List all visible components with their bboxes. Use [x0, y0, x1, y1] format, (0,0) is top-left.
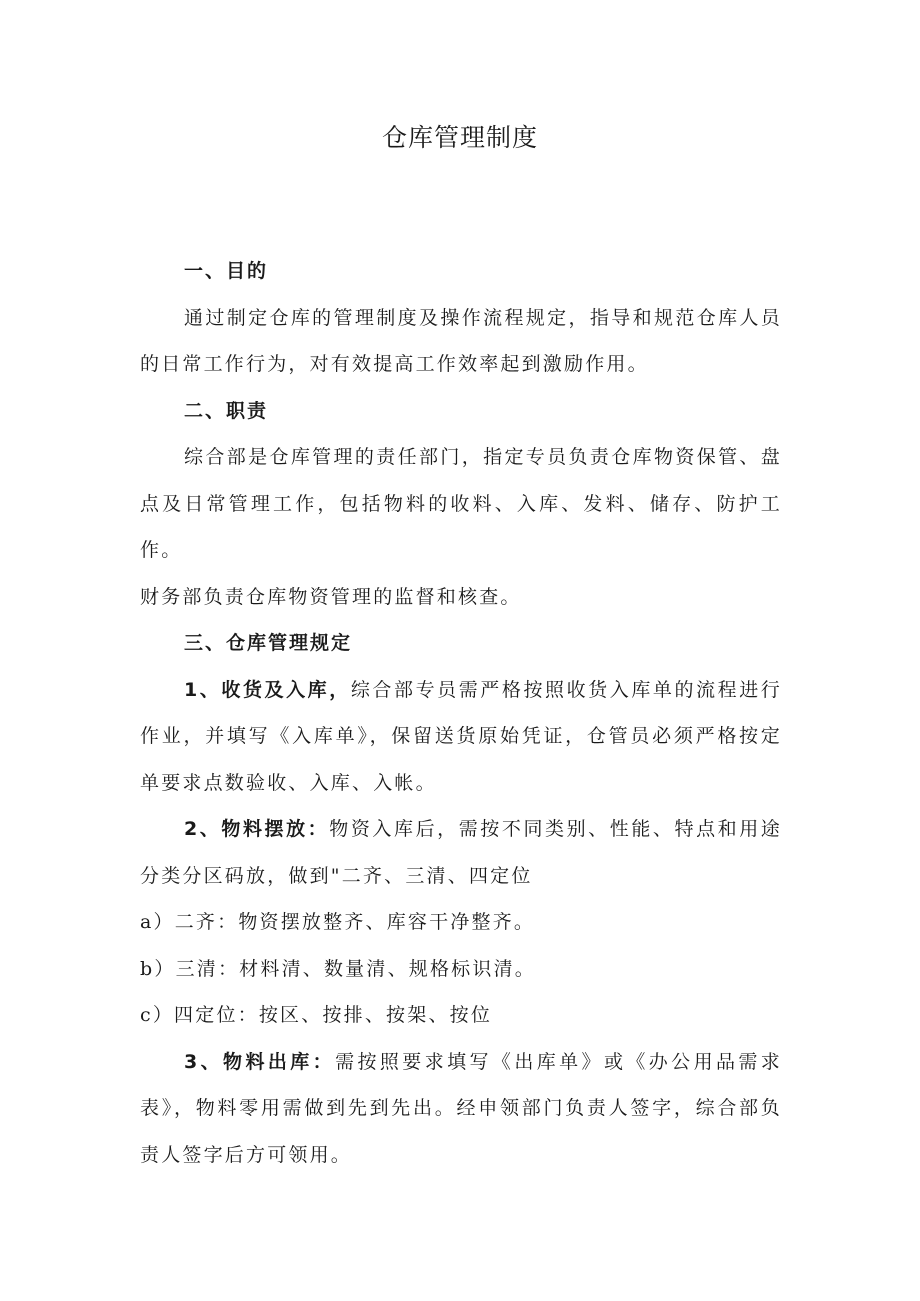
placement-sub-item: a）二齐：物资摆放整齐、库容干净整齐。 — [140, 911, 536, 933]
regulation-item-label: 3、物料出库： — [184, 1050, 336, 1073]
placement-sub-item: b）三清：材料清、数量清、规格标识清。 — [140, 957, 536, 980]
regulation-item-receiving — [140, 667, 782, 807]
regulation-item-text: 物资入库后，需按不同类别、性能、特点和用途分类分区码放，做到"二齐、三清、四定位 — [140, 818, 783, 887]
section-body-responsibilities-2: 财务部负责仓库物资管理的监督和核查。 — [140, 585, 522, 608]
regulation-item-outbound — [140, 1039, 782, 1179]
section-heading-responsibilities: 二、职责 — [184, 399, 269, 422]
section-body-purpose: 通过制定仓库的管理制度及操作流程规定，指导和规范仓库人员的日常工作行为，对有效提高工作效率起到激励作用。 — [140, 306, 782, 375]
document-body — [140, 248, 782, 1178]
section-heading-purpose: 一、目的 — [184, 260, 269, 282]
document-title: 仓库管理制度 — [381, 123, 538, 152]
regulation-item-text: 综合部专员需严格按照收货入库单的流程进行作业，并填写《入库单》，保留送货原始凭证，仓管员必须严格按定单要求点数验收、入库、入帐。 — [140, 678, 782, 794]
regulation-item-label: 1、收货及入库， — [184, 678, 351, 701]
regulation-item-text: 需按照要求填写《出库单》或《办公用品需求表》，物料零用需做到先到先出。经申领部门负责人签字，综合部负责人签字后方可领用。 — [140, 1050, 782, 1166]
regulation-item-placement — [140, 806, 782, 899]
section-body-responsibilities-1: 综合部是仓库管理的责任部门，指定专员负责仓库物资保管、盘点及日常管理工作，包括物料的收料、入库、发料、储存、防护工作。 — [140, 446, 782, 561]
placement-sub-item: c）四定位：按区、按排、按架、按位 — [140, 1004, 493, 1026]
regulation-item-label: 2、物料摆放： — [184, 818, 330, 840]
section-heading-regulations: 三、仓库管理规定 — [184, 632, 353, 654]
